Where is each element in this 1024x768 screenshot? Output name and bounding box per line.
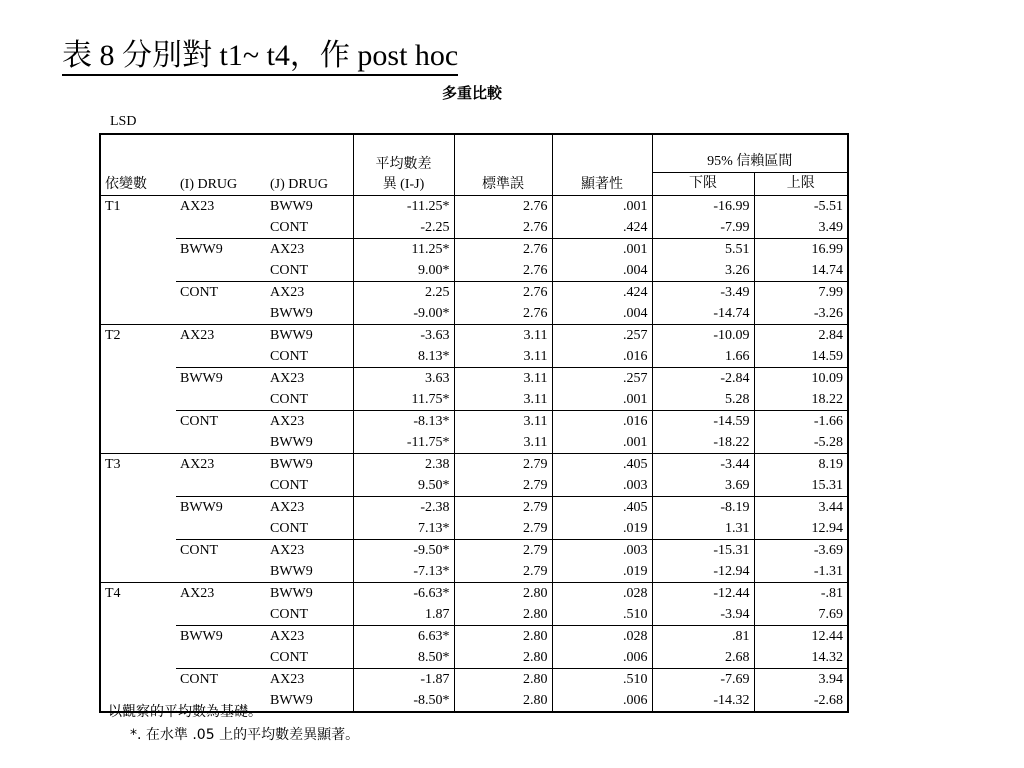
- header-j-drug: (J) DRUG: [266, 134, 353, 196]
- cell-j-drug: CONT: [270, 477, 309, 493]
- cell-std-error: 3.11: [454, 368, 552, 390]
- cell-lower-bound: 3.69: [652, 475, 754, 497]
- cell-significance: .016: [552, 411, 652, 433]
- cell-i-drug: AX23: [176, 583, 266, 605]
- cell-std-error: 2.79: [454, 540, 552, 562]
- cell-j-drug: CONT: [270, 219, 309, 235]
- cell-significance: .510: [552, 604, 652, 626]
- cell-j-drug: AX23: [266, 540, 353, 562]
- table-body: [100, 196, 848, 713]
- cell-dependent-variable: [100, 260, 176, 282]
- cell-std-error: 2.80: [454, 647, 552, 669]
- cell-mean-difference: 9.00*: [353, 260, 454, 282]
- cell-upper-bound: 12.44: [754, 626, 848, 648]
- cell-lower-bound: -3.94: [652, 604, 754, 626]
- cell-dependent-variable: T1: [105, 198, 121, 214]
- cell-significance: .019: [552, 518, 652, 540]
- header-upper-bound: 上限: [754, 173, 848, 196]
- cell-lower-bound: -15.31: [652, 540, 754, 562]
- cell-j-drug: AX23: [266, 669, 353, 691]
- cell-lower-bound: -16.99: [652, 196, 754, 218]
- cell-dependent-variable: [100, 411, 176, 433]
- cell-lower-bound: -8.19: [652, 497, 754, 519]
- table-row: [100, 626, 848, 648]
- method-label: LSD: [110, 114, 137, 129]
- table-row: [100, 282, 848, 304]
- cell-dependent-variable: [100, 346, 176, 368]
- cell-lower-bound: -7.99: [652, 217, 754, 239]
- cell-lower-bound: -3.44: [652, 454, 754, 476]
- cell-std-error: 2.76: [454, 282, 552, 304]
- cell-upper-bound: 14.74: [754, 260, 848, 282]
- table-row: [100, 368, 848, 390]
- cell-significance: .424: [552, 282, 652, 304]
- header-mean-difference-line1: 平均數差: [375, 157, 432, 172]
- cell-j-drug: AX23: [266, 282, 353, 304]
- table-row: [100, 518, 848, 540]
- cell-mean-difference: 2.25: [353, 282, 454, 304]
- cell-j-drug: BWW9: [270, 434, 313, 450]
- cell-lower-bound: 1.66: [652, 346, 754, 368]
- table-row: [100, 217, 848, 239]
- cell-mean-difference: -9.00*: [353, 303, 454, 325]
- cell-j-drug: AX23: [266, 626, 353, 648]
- cell-std-error: 2.76: [454, 260, 552, 282]
- cell-mean-difference: -3.63: [353, 325, 454, 347]
- cell-lower-bound: 2.68: [652, 647, 754, 669]
- cell-i-drug: [176, 217, 266, 239]
- cell-dependent-variable: [100, 647, 176, 669]
- cell-lower-bound: -12.94: [652, 561, 754, 583]
- cell-upper-bound: 7.69: [754, 604, 848, 626]
- header-dependent-variable: 依變數: [100, 134, 176, 196]
- cell-mean-difference: 3.63: [353, 368, 454, 390]
- cell-dependent-variable: [100, 626, 176, 648]
- cell-significance: .405: [552, 497, 652, 519]
- cell-upper-bound: 3.94: [754, 669, 848, 691]
- cell-std-error: 3.11: [454, 346, 552, 368]
- cell-upper-bound: -3.69: [754, 540, 848, 562]
- table-row: [100, 454, 848, 476]
- cell-j-drug: AX23: [266, 411, 353, 433]
- cell-i-drug: [176, 260, 266, 282]
- cell-std-error: 3.11: [454, 389, 552, 411]
- cell-j-drug: CONT: [270, 391, 309, 407]
- cell-upper-bound: -.81: [754, 583, 848, 605]
- cell-significance: .004: [552, 303, 652, 325]
- cell-dependent-variable: [100, 239, 176, 261]
- cell-significance: .510: [552, 669, 652, 691]
- cell-significance: .001: [552, 239, 652, 261]
- table-row: [100, 239, 848, 261]
- header-std-error: 標準誤: [454, 134, 552, 196]
- table-row: [100, 196, 848, 218]
- cell-dependent-variable: [100, 217, 176, 239]
- cell-dependent-variable: [100, 518, 176, 540]
- cell-mean-difference: -1.87: [353, 669, 454, 691]
- cell-mean-difference: 11.25*: [353, 239, 454, 261]
- cell-dependent-variable: [100, 475, 176, 497]
- cell-mean-difference: 8.50*: [353, 647, 454, 669]
- cell-significance: .001: [552, 389, 652, 411]
- cell-dependent-variable: [100, 389, 176, 411]
- cell-upper-bound: 18.22: [754, 389, 848, 411]
- cell-upper-bound: -1.66: [754, 411, 848, 433]
- cell-mean-difference: -8.13*: [353, 411, 454, 433]
- cell-lower-bound: -14.74: [652, 303, 754, 325]
- cell-std-error: 2.79: [454, 561, 552, 583]
- cell-lower-bound: -12.44: [652, 583, 754, 605]
- table-row: [100, 497, 848, 519]
- cell-j-drug: CONT: [270, 262, 309, 278]
- cell-i-drug: [176, 561, 266, 583]
- cell-j-drug: BWW9: [270, 563, 313, 579]
- cell-lower-bound: -7.69: [652, 669, 754, 691]
- cell-std-error: 3.11: [454, 325, 552, 347]
- table-row: [100, 540, 848, 562]
- cell-std-error: 2.80: [454, 626, 552, 648]
- cell-mean-difference: -11.25*: [353, 196, 454, 218]
- cell-mean-difference: -11.75*: [353, 432, 454, 454]
- table-row: [100, 561, 848, 583]
- cell-significance: .006: [552, 647, 652, 669]
- cell-significance: .003: [552, 540, 652, 562]
- cell-i-drug: [176, 389, 266, 411]
- cell-significance: .257: [552, 368, 652, 390]
- cell-j-drug: CONT: [270, 649, 309, 665]
- cell-i-drug: CONT: [176, 540, 266, 562]
- cell-std-error: 3.11: [454, 432, 552, 454]
- cell-dependent-variable: [100, 604, 176, 626]
- cell-j-drug: BWW9: [266, 583, 353, 605]
- cell-significance: .006: [552, 690, 652, 712]
- cell-upper-bound: -3.26: [754, 303, 848, 325]
- cell-i-drug: CONT: [176, 282, 266, 304]
- header-i-drug: (I) DRUG: [176, 134, 266, 196]
- cell-lower-bound: -2.84: [652, 368, 754, 390]
- cell-mean-difference: -8.50*: [353, 690, 454, 712]
- cell-j-drug: CONT: [270, 606, 309, 622]
- cell-j-drug: BWW9: [270, 305, 313, 321]
- cell-dependent-variable: [100, 669, 176, 691]
- cell-std-error: 3.11: [454, 411, 552, 433]
- cell-j-drug: AX23: [266, 368, 353, 390]
- table-row: [100, 604, 848, 626]
- cell-i-drug: AX23: [176, 454, 266, 476]
- header-mean-difference-line2: 異 (I-J): [382, 177, 425, 192]
- cell-dependent-variable: [100, 561, 176, 583]
- cell-i-drug: [176, 432, 266, 454]
- cell-mean-difference: -9.50*: [353, 540, 454, 562]
- cell-mean-difference: 1.87: [353, 604, 454, 626]
- cell-upper-bound: -5.51: [754, 196, 848, 218]
- table-row: [100, 669, 848, 691]
- cell-dependent-variable: [100, 540, 176, 562]
- table-row: [100, 389, 848, 411]
- footnote-significance: *. 在水準 .05 上的平均數差異顯著。: [130, 727, 360, 743]
- cell-significance: .019: [552, 561, 652, 583]
- cell-significance: .028: [552, 583, 652, 605]
- cell-j-drug: BWW9: [266, 454, 353, 476]
- cell-dependent-variable: T2: [100, 325, 176, 347]
- cell-lower-bound: 1.31: [652, 518, 754, 540]
- cell-lower-bound: -18.22: [652, 432, 754, 454]
- table-row: [100, 346, 848, 368]
- cell-j-drug: CONT: [270, 348, 309, 364]
- cell-std-error: 2.79: [454, 497, 552, 519]
- table-row: [100, 475, 848, 497]
- cell-upper-bound: 16.99: [754, 239, 848, 261]
- cell-std-error: 2.76: [454, 196, 552, 218]
- cell-significance: .405: [552, 454, 652, 476]
- cell-upper-bound: -2.68: [754, 690, 848, 712]
- cell-i-drug: [176, 475, 266, 497]
- cell-upper-bound: 12.94: [754, 518, 848, 540]
- cell-lower-bound: -3.49: [652, 282, 754, 304]
- header-confidence-interval: 95% 信賴區間: [652, 134, 848, 173]
- cell-i-drug: AX23: [180, 198, 215, 214]
- cell-std-error: 2.80: [454, 604, 552, 626]
- cell-upper-bound: 10.09: [754, 368, 848, 390]
- cell-upper-bound: 3.49: [754, 217, 848, 239]
- cell-upper-bound: 14.32: [754, 647, 848, 669]
- cell-mean-difference: -7.13*: [353, 561, 454, 583]
- cell-dependent-variable: [100, 303, 176, 325]
- cell-std-error: 2.79: [454, 518, 552, 540]
- table-row: [100, 583, 848, 605]
- cell-lower-bound: 3.26: [652, 260, 754, 282]
- cell-j-drug: CONT: [270, 520, 309, 536]
- cell-significance: .424: [552, 217, 652, 239]
- cell-mean-difference: -6.63*: [353, 583, 454, 605]
- cell-j-drug: BWW9: [270, 198, 313, 214]
- footnote-basis: 以觀察的平均數為基礎。: [108, 704, 262, 720]
- cell-mean-difference: 7.13*: [353, 518, 454, 540]
- cell-i-drug: BWW9: [176, 368, 266, 390]
- table-row: [100, 303, 848, 325]
- header-lower-bound: 下限: [652, 173, 754, 196]
- cell-mean-difference: -2.38: [353, 497, 454, 519]
- table-caption: 多重比較: [441, 84, 502, 102]
- cell-mean-difference: 9.50*: [353, 475, 454, 497]
- cell-significance: .001: [552, 196, 652, 218]
- cell-i-drug: [176, 647, 266, 669]
- cell-mean-difference: 6.63*: [353, 626, 454, 648]
- multiple-comparisons-table: [99, 133, 849, 713]
- cell-std-error: 2.79: [454, 475, 552, 497]
- cell-i-drug: [176, 303, 266, 325]
- cell-upper-bound: 7.99: [754, 282, 848, 304]
- cell-significance: .257: [552, 325, 652, 347]
- cell-lower-bound: -10.09: [652, 325, 754, 347]
- cell-mean-difference: -2.25: [353, 217, 454, 239]
- cell-std-error: 2.80: [454, 669, 552, 691]
- cell-std-error: 2.76: [454, 217, 552, 239]
- cell-significance: .016: [552, 346, 652, 368]
- cell-mean-difference: 2.38: [353, 454, 454, 476]
- cell-mean-difference: 11.75*: [353, 389, 454, 411]
- cell-i-drug: [176, 346, 266, 368]
- cell-lower-bound: -14.32: [652, 690, 754, 712]
- cell-upper-bound: 14.59: [754, 346, 848, 368]
- table-row: [100, 325, 848, 347]
- cell-std-error: 2.79: [454, 454, 552, 476]
- cell-std-error: 2.76: [454, 239, 552, 261]
- header-significance: 顯著性: [552, 134, 652, 196]
- cell-dependent-variable: [100, 432, 176, 454]
- cell-upper-bound: -5.28: [754, 432, 848, 454]
- table-row: [100, 260, 848, 282]
- slide-title: 表 8 分別對 t1~ t4，作 post hoc: [62, 38, 458, 76]
- cell-significance: .028: [552, 626, 652, 648]
- table-row: [100, 432, 848, 454]
- cell-dependent-variable: [100, 282, 176, 304]
- cell-std-error: 2.80: [454, 690, 552, 712]
- cell-i-drug: BWW9: [176, 239, 266, 261]
- cell-dependent-variable: T3: [100, 454, 176, 476]
- table-row: [100, 647, 848, 669]
- cell-i-drug: BWW9: [176, 626, 266, 648]
- cell-dependent-variable: [100, 368, 176, 390]
- cell-lower-bound: .81: [652, 626, 754, 648]
- cell-i-drug: [176, 604, 266, 626]
- cell-i-drug: CONT: [176, 669, 266, 691]
- table-row: [100, 411, 848, 433]
- header-mean-difference: [353, 134, 454, 196]
- cell-j-drug: AX23: [266, 239, 353, 261]
- cell-j-drug: BWW9: [270, 692, 313, 708]
- cell-upper-bound: 3.44: [754, 497, 848, 519]
- cell-upper-bound: 15.31: [754, 475, 848, 497]
- cell-mean-difference: 8.13*: [353, 346, 454, 368]
- cell-lower-bound: 5.28: [652, 389, 754, 411]
- cell-dependent-variable: [100, 497, 176, 519]
- cell-i-drug: [176, 518, 266, 540]
- cell-dependent-variable: T4: [100, 583, 176, 605]
- cell-std-error: 2.76: [454, 303, 552, 325]
- cell-significance: .003: [552, 475, 652, 497]
- cell-std-error: 2.80: [454, 583, 552, 605]
- cell-upper-bound: 8.19: [754, 454, 848, 476]
- cell-upper-bound: -1.31: [754, 561, 848, 583]
- cell-i-drug: AX23: [176, 325, 266, 347]
- cell-i-drug: CONT: [176, 411, 266, 433]
- cell-lower-bound: 5.51: [652, 239, 754, 261]
- cell-lower-bound: -14.59: [652, 411, 754, 433]
- cell-significance: .001: [552, 432, 652, 454]
- cell-j-drug: BWW9: [266, 325, 353, 347]
- cell-significance: .004: [552, 260, 652, 282]
- cell-j-drug: AX23: [266, 497, 353, 519]
- cell-upper-bound: 2.84: [754, 325, 848, 347]
- cell-i-drug: BWW9: [176, 497, 266, 519]
